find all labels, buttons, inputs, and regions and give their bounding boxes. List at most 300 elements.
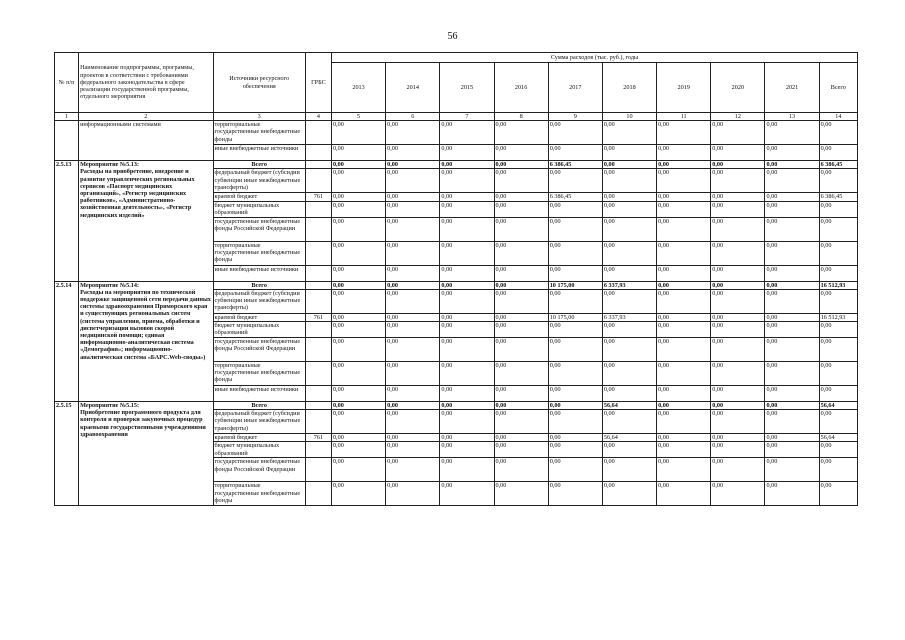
event-description: информационными системами	[79, 121, 213, 161]
table-row	[55, 121, 858, 145]
event-text: Приобретение программного продукта для контроля и проверки закупочных процедур краевыми государственными учреждениями здравоохранения	[80, 409, 206, 438]
amount-cell: 0,00	[602, 289, 656, 313]
amount-cell: 0,00	[657, 322, 711, 338]
amount-cell: 0,00	[440, 217, 494, 241]
amount-cell: 0,00	[657, 434, 711, 442]
amount-cell: 0,00	[331, 193, 385, 201]
amount-cell: 0,00	[386, 241, 440, 265]
amount-cell: 0,00	[819, 217, 857, 241]
amount-cell: 0,00	[765, 434, 819, 442]
amount-cell: 0,00	[440, 402, 494, 410]
amount-cell: 0,00	[711, 121, 765, 145]
funding-source: территориальные государственные внебюджетные фонды	[213, 241, 305, 265]
amount-cell: 0,00	[548, 410, 602, 434]
amount-cell: 0,00	[548, 169, 602, 193]
amount-cell: 0,00	[765, 265, 819, 281]
amount-cell: 0,00	[765, 161, 819, 169]
header-num: № п/п	[55, 53, 79, 113]
amount-cell: 6 337,93	[602, 281, 656, 289]
amount-cell: 0,00	[819, 386, 857, 402]
amount-cell: 0,00	[331, 362, 385, 386]
header-grbs: ГРБС	[305, 53, 331, 113]
amount-cell: 0,00	[440, 289, 494, 313]
amount-cell: 0,00	[440, 145, 494, 161]
amount-cell: 0,00	[331, 402, 385, 410]
grbs-code	[305, 410, 331, 434]
amount-cell: 0,00	[494, 241, 548, 265]
header-year: 2015	[440, 63, 494, 113]
amount-cell: 0,00	[765, 458, 819, 482]
amount-cell: 0,00	[657, 442, 711, 458]
amount-cell: 0,00	[494, 482, 548, 506]
amount-cell: 0,00	[819, 338, 857, 362]
amount-cell: 0,00	[494, 145, 548, 161]
table-row	[55, 402, 858, 410]
amount-cell: 0,00	[711, 338, 765, 362]
table-row	[55, 161, 858, 169]
amount-cell: 0,00	[331, 289, 385, 313]
funding-source: иные внебюджетные источники	[213, 386, 305, 402]
amount-cell: 0,00	[331, 265, 385, 281]
amount-cell: 56,64	[819, 402, 857, 410]
amount-cell: 0,00	[765, 193, 819, 201]
amount-cell: 0,00	[331, 161, 385, 169]
amount-cell: 0,00	[657, 458, 711, 482]
funding-source: федеральный бюджет (субсидии субвенции иные межбюджетные трансферты)	[213, 410, 305, 434]
amount-cell: 0,00	[602, 265, 656, 281]
amount-cell: 0,00	[331, 338, 385, 362]
amount-cell: 0,00	[711, 458, 765, 482]
amount-cell: 0,00	[765, 289, 819, 313]
grbs-code	[305, 402, 331, 410]
amount-cell: 10 175,00	[548, 281, 602, 289]
funding-source: иные внебюджетные источники	[213, 145, 305, 161]
amount-cell: 0,00	[548, 402, 602, 410]
grbs-code	[305, 362, 331, 386]
amount-cell: 0,00	[331, 169, 385, 193]
grbs-code	[305, 338, 331, 362]
header-col-number: 14	[819, 113, 857, 121]
header-col-number: 4	[305, 113, 331, 121]
amount-cell: 0,00	[657, 161, 711, 169]
amount-cell: 0,00	[494, 338, 548, 362]
header-year: 2021	[765, 63, 819, 113]
amount-cell: 0,00	[819, 442, 857, 458]
amount-cell: 0,00	[765, 201, 819, 217]
funding-source: Всего	[213, 281, 305, 289]
amount-cell: 56,64	[602, 434, 656, 442]
amount-cell: 0,00	[657, 410, 711, 434]
amount-cell: 0,00	[440, 386, 494, 402]
grbs-code	[305, 442, 331, 458]
amount-cell: 0,00	[386, 434, 440, 442]
amount-cell: 0,00	[548, 241, 602, 265]
amount-cell: 0,00	[494, 193, 548, 201]
amount-cell: 0,00	[711, 265, 765, 281]
funding-source: Всего	[213, 161, 305, 169]
amount-cell: 0,00	[331, 201, 385, 217]
amount-cell: 0,00	[440, 322, 494, 338]
amount-cell: 0,00	[765, 442, 819, 458]
amount-cell: 0,00	[494, 362, 548, 386]
amount-cell: 0,00	[494, 281, 548, 289]
header-col-number: 12	[711, 113, 765, 121]
amount-cell: 0,00	[819, 362, 857, 386]
amount-cell: 0,00	[440, 442, 494, 458]
amount-cell: 0,00	[602, 241, 656, 265]
amount-cell: 0,00	[711, 434, 765, 442]
amount-cell: 0,00	[440, 193, 494, 201]
header-col-number: 3	[213, 113, 305, 121]
header-year: 2013	[331, 63, 385, 113]
funding-source: территориальные государственные внебюджетные фонды	[213, 121, 305, 145]
amount-cell: 0,00	[548, 265, 602, 281]
amount-cell: 0,00	[711, 322, 765, 338]
amount-cell: 0,00	[440, 434, 494, 442]
amount-cell: 0,00	[602, 482, 656, 506]
header-year: 2019	[657, 63, 711, 113]
amount-cell: 0,00	[711, 161, 765, 169]
event-description	[79, 161, 213, 281]
amount-cell: 0,00	[386, 402, 440, 410]
funding-source: бюджет муниципальных образований	[213, 322, 305, 338]
event-description	[79, 402, 213, 506]
amount-cell: 0,00	[657, 338, 711, 362]
header-col-number: 5	[331, 113, 385, 121]
event-text: Расходы на мероприятия по технической поддержке защищенной сети передачи данных системы здравоохранения Приморского края и существующих региональных систем (система управления, приема, обработки и диспетчеризации вызовов скорой медицинской помощи; единая информационно-аналитическая система «Демография»; информационно-аналитическая система «БАРС.Web-своды»)	[80, 288, 211, 361]
amount-cell: 0,00	[765, 313, 819, 321]
amount-cell: 0,00	[548, 338, 602, 362]
grbs-code	[305, 386, 331, 402]
amount-cell: 0,00	[548, 145, 602, 161]
amount-cell: 0,00	[494, 121, 548, 145]
amount-cell: 0,00	[819, 322, 857, 338]
funding-source: бюджет муниципальных образований	[213, 201, 305, 217]
amount-cell: 0,00	[440, 338, 494, 362]
header-row	[55, 53, 858, 63]
grbs-code: 761	[305, 193, 331, 201]
amount-cell: 0,00	[711, 145, 765, 161]
funding-source: государственные внебюджетные фонды Российской Федерации	[213, 338, 305, 362]
amount-cell: 0,00	[386, 338, 440, 362]
amount-cell: 0,00	[711, 201, 765, 217]
event-number: 2.5.13	[55, 161, 79, 281]
amount-cell: 0,00	[331, 442, 385, 458]
header-col-number: 8	[494, 113, 548, 121]
amount-cell: 0,00	[711, 193, 765, 201]
amount-cell: 0,00	[386, 169, 440, 193]
funding-source: Всего	[213, 402, 305, 410]
amount-cell: 0,00	[494, 313, 548, 321]
amount-cell: 0,00	[657, 386, 711, 402]
event-number: 2.5.14	[55, 281, 79, 401]
amount-cell: 0,00	[494, 217, 548, 241]
amount-cell: 0,00	[657, 169, 711, 193]
amount-cell: 0,00	[711, 482, 765, 506]
amount-cell: 0,00	[548, 121, 602, 145]
amount-cell: 0,00	[602, 442, 656, 458]
amount-cell: 0,00	[386, 482, 440, 506]
amount-cell: 0,00	[386, 322, 440, 338]
event-number: 2.5.15	[55, 402, 79, 506]
grbs-code	[305, 145, 331, 161]
amount-cell: 6 386,45	[548, 193, 602, 201]
amount-cell: 0,00	[602, 338, 656, 362]
funding-source: краевой бюджет	[213, 434, 305, 442]
amount-cell: 0,00	[657, 145, 711, 161]
amount-cell: 0,00	[386, 217, 440, 241]
event-number	[55, 121, 79, 161]
amount-cell: 0,00	[819, 201, 857, 217]
header-year: 2016	[494, 63, 548, 113]
amount-cell: 0,00	[819, 145, 857, 161]
amount-cell: 6 386,45	[819, 161, 857, 169]
amount-cell: 0,00	[765, 386, 819, 402]
amount-cell: 0,00	[386, 410, 440, 434]
funding-source: федеральный бюджет (субсидии субвенции иные межбюджетные трансферты)	[213, 169, 305, 193]
amount-cell: 0,00	[548, 434, 602, 442]
amount-cell: 0,00	[440, 121, 494, 145]
header-col-number: 13	[765, 113, 819, 121]
page-number: 56	[447, 31, 458, 42]
amount-cell: 0,00	[602, 169, 656, 193]
amount-cell: 0,00	[494, 434, 548, 442]
amount-cell: 0,00	[711, 289, 765, 313]
amount-cell: 56,64	[602, 402, 656, 410]
amount-cell: 6 337,93	[602, 313, 656, 321]
amount-cell: 0,00	[602, 121, 656, 145]
amount-cell: 0,00	[548, 362, 602, 386]
funding-source: бюджет муниципальных образований	[213, 442, 305, 458]
amount-cell: 0,00	[440, 265, 494, 281]
event-description	[79, 281, 213, 401]
amount-cell: 0,00	[819, 289, 857, 313]
amount-cell: 0,00	[494, 322, 548, 338]
amount-cell: 0,00	[386, 458, 440, 482]
amount-cell: 0,00	[386, 386, 440, 402]
amount-cell: 0,00	[440, 241, 494, 265]
amount-cell: 0,00	[386, 442, 440, 458]
amount-cell: 0,00	[386, 362, 440, 386]
amount-cell: 0,00	[765, 169, 819, 193]
event-title: Мероприятие №5.15:	[80, 402, 140, 410]
amount-cell: 0,00	[440, 410, 494, 434]
amount-cell: 0,00	[602, 193, 656, 201]
amount-cell: 0,00	[602, 322, 656, 338]
amount-cell: 0,00	[494, 410, 548, 434]
amount-cell: 0,00	[657, 362, 711, 386]
amount-cell: 0,00	[331, 410, 385, 434]
amount-cell: 0,00	[494, 402, 548, 410]
amount-cell: 0,00	[657, 313, 711, 321]
amount-cell: 0,00	[602, 161, 656, 169]
amount-cell: 0,00	[602, 362, 656, 386]
amount-cell: 0,00	[386, 289, 440, 313]
amount-cell: 0,00	[386, 281, 440, 289]
amount-cell: 0,00	[657, 193, 711, 201]
header-col-number: 10	[602, 113, 656, 121]
header-col-number: 6	[386, 113, 440, 121]
table-row	[55, 281, 858, 289]
funding-source: государственные внебюджетные фонды Российской Федерации	[213, 458, 305, 482]
amount-cell: 0,00	[765, 410, 819, 434]
amount-cell: 0,00	[440, 458, 494, 482]
grbs-code	[305, 458, 331, 482]
funding-source: федеральный бюджет (субсидии субвенции иные межбюджетные трансферты)	[213, 289, 305, 313]
amount-cell: 0,00	[765, 145, 819, 161]
amount-cell: 0,00	[331, 121, 385, 145]
amount-cell: 0,00	[548, 217, 602, 241]
header-year: 2020	[711, 63, 765, 113]
amount-cell: 56,64	[819, 434, 857, 442]
amount-cell: 0,00	[711, 386, 765, 402]
amount-cell: 0,00	[602, 410, 656, 434]
amount-cell: 0,00	[494, 201, 548, 217]
amount-cell: 0,00	[548, 289, 602, 313]
amount-cell: 0,00	[494, 289, 548, 313]
funding-source: территориальные государственные внебюджетные фонды	[213, 482, 305, 506]
header-sum: Сумма расходов (тыс. руб.), годы	[331, 53, 857, 63]
amount-cell: 0,00	[819, 482, 857, 506]
amount-cell: 0,00	[440, 161, 494, 169]
header-name: Наименование подпрограммы, программы, проектов в соответствии с требованиями федерального законодательства в сфере реализации государственной программы, отдельного мероприятия	[79, 53, 213, 113]
grbs-code	[305, 201, 331, 217]
funding-source: краевой бюджет	[213, 193, 305, 201]
grbs-code	[305, 482, 331, 506]
event-title: Мероприятие №5.14:	[80, 281, 140, 289]
header-year: 2017	[548, 63, 602, 113]
amount-cell: 0,00	[494, 458, 548, 482]
amount-cell: 0,00	[602, 217, 656, 241]
amount-cell: 0,00	[440, 281, 494, 289]
amount-cell: 0,00	[331, 482, 385, 506]
grbs-code	[305, 217, 331, 241]
amount-cell: 16 512,93	[819, 281, 857, 289]
amount-cell: 0,00	[548, 201, 602, 217]
amount-cell: 0,00	[494, 161, 548, 169]
amount-cell: 0,00	[711, 410, 765, 434]
header-col-number: 1	[55, 113, 79, 121]
amount-cell: 10 175,00	[548, 313, 602, 321]
amount-cell: 0,00	[331, 322, 385, 338]
header-col-number: 11	[657, 113, 711, 121]
event-title: Мероприятие №5.13:	[80, 161, 140, 169]
amount-cell: 0,00	[711, 281, 765, 289]
amount-cell: 0,00	[765, 217, 819, 241]
amount-cell: 0,00	[386, 313, 440, 321]
amount-cell: 0,00	[657, 201, 711, 217]
amount-cell: 0,00	[548, 386, 602, 402]
amount-cell: 0,00	[386, 121, 440, 145]
amount-cell: 0,00	[331, 241, 385, 265]
table-body	[55, 121, 858, 506]
funding-source: территориальные государственные внебюджетные фонды	[213, 362, 305, 386]
funding-source: краевой бюджет	[213, 313, 305, 321]
amount-cell: 0,00	[765, 121, 819, 145]
amount-cell: 0,00	[440, 169, 494, 193]
grbs-code	[305, 169, 331, 193]
amount-cell: 0,00	[331, 145, 385, 161]
header-year: Всего	[819, 63, 857, 113]
event-text: Расходы на приобретение, внедрение и развитие управленческих региональных сервисов «Паспорт медицинских организаций», «Регистр медицинских работников», «Административно-хозяйственная деятельность», «Регистр медицинских изделий»	[80, 168, 195, 219]
amount-cell: 0,00	[765, 241, 819, 265]
header-col-number: 9	[548, 113, 602, 121]
amount-cell: 0,00	[657, 402, 711, 410]
amount-cell: 0,00	[548, 458, 602, 482]
amount-cell: 0,00	[440, 201, 494, 217]
amount-cell: 0,00	[657, 217, 711, 241]
grbs-code	[305, 289, 331, 313]
amount-cell: 0,00	[657, 241, 711, 265]
amount-cell: 0,00	[331, 386, 385, 402]
amount-cell: 0,00	[765, 281, 819, 289]
amount-cell: 0,00	[657, 281, 711, 289]
amount-cell: 0,00	[494, 169, 548, 193]
amount-cell: 0,00	[819, 241, 857, 265]
header-year: 2014	[386, 63, 440, 113]
amount-cell: 0,00	[494, 265, 548, 281]
amount-cell: 0,00	[331, 217, 385, 241]
amount-cell: 6 386,45	[819, 193, 857, 201]
amount-cell: 0,00	[819, 410, 857, 434]
amount-cell: 0,00	[602, 145, 656, 161]
amount-cell: 0,00	[711, 217, 765, 241]
amount-cell: 0,00	[657, 265, 711, 281]
amount-cell: 0,00	[440, 362, 494, 386]
amount-cell: 0,00	[819, 458, 857, 482]
amount-cell: 0,00	[548, 442, 602, 458]
amount-cell: 0,00	[765, 362, 819, 386]
grbs-code	[305, 265, 331, 281]
amount-cell: 0,00	[657, 482, 711, 506]
amount-cell: 0,00	[819, 169, 857, 193]
header-colnum-row	[55, 113, 858, 121]
amount-cell: 6 386,45	[548, 161, 602, 169]
amount-cell: 0,00	[765, 402, 819, 410]
amount-cell: 0,00	[819, 265, 857, 281]
amount-cell: 0,00	[711, 241, 765, 265]
grbs-code	[305, 121, 331, 145]
amount-cell: 0,00	[711, 313, 765, 321]
amount-cell: 0,00	[602, 458, 656, 482]
amount-cell: 0,00	[331, 434, 385, 442]
amount-cell: 0,00	[765, 482, 819, 506]
amount-cell: 0,00	[440, 482, 494, 506]
grbs-code: 761	[305, 434, 331, 442]
grbs-code: 761	[305, 313, 331, 321]
amount-cell: 0,00	[711, 402, 765, 410]
amount-cell: 0,00	[711, 362, 765, 386]
grbs-code	[305, 241, 331, 265]
budget-table	[54, 52, 858, 506]
header-col-number: 2	[79, 113, 213, 121]
funding-source: государственные внебюджетные фонды Российской Федерации	[213, 217, 305, 241]
amount-cell: 0,00	[331, 281, 385, 289]
header-year: 2018	[602, 63, 656, 113]
amount-cell: 0,00	[548, 482, 602, 506]
amount-cell: 0,00	[386, 193, 440, 201]
amount-cell: 0,00	[494, 442, 548, 458]
amount-cell: 0,00	[602, 201, 656, 217]
amount-cell: 0,00	[602, 386, 656, 402]
amount-cell: 0,00	[440, 313, 494, 321]
amount-cell: 0,00	[386, 145, 440, 161]
amount-cell: 0,00	[765, 322, 819, 338]
amount-cell: 0,00	[819, 121, 857, 145]
amount-cell: 0,00	[494, 386, 548, 402]
amount-cell: 0,00	[386, 265, 440, 281]
header-col-number: 7	[440, 113, 494, 121]
